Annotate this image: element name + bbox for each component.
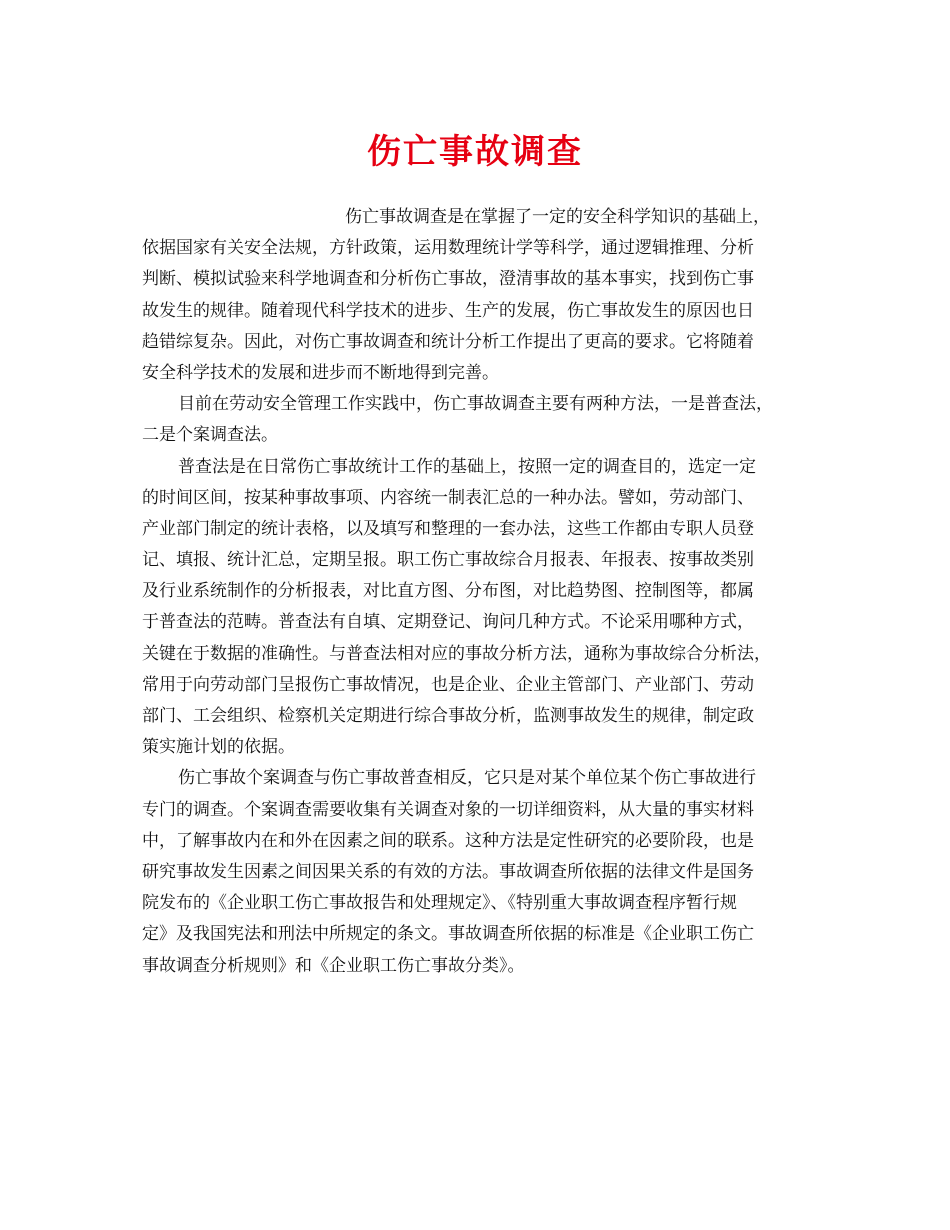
text-line: 于普查法的范畴。普查法有自填、定期登记、询问几种方式。不论采用哪种方式， — [142, 612, 754, 633]
text-line: 二是个案调查法。 — [142, 425, 278, 446]
text-line: 事故调查分析规则》和《企业职工伤亡事故分类》。 — [142, 955, 525, 976]
text-line: 伤亡事故调查是在掌握了一定的安全科学知识的基础上， — [345, 207, 770, 227]
text-line: 常用于向劳动部门呈报伤亡事故情况，也是企业、企业主管部门、产业部门、劳动 — [142, 674, 754, 695]
text-line: 产业部门制定的统计表格，以及填写和整理的一套办法，这些工作都由专职人员登 — [142, 518, 754, 539]
text-line: 专门的调查。个案调查需要收集有关调查对象的一切详细资料，从大量的事实材料 — [142, 799, 754, 820]
text-line: 故发生的规律。随着现代科学技术的进步、生产的发展，伤亡事故发生的原因也日 — [142, 300, 754, 321]
text-line: 目前在劳动安全管理工作实践中，伤亡事故调查主要有两种方法，一是普查法， — [178, 394, 773, 415]
paragraph — [142, 389, 822, 451]
text-line: 定》及我国宪法和刑法中所规定的条文。事故调查所依据的标准是《企业职工伤亡 — [142, 924, 754, 945]
text-line: 趋错综复杂。因此，对伤亡事故调查和统计分析工作提出了更高的要求。它将随着 — [142, 331, 754, 352]
document-body — [142, 202, 822, 982]
text-line: 伤亡事故个案调查与伤亡事故普查相反，它只是对某个单位某个伤亡事故进行 — [178, 768, 756, 789]
document-title: 伤亡事故调查 — [367, 132, 583, 172]
text-line: 及行业系统制作的分析报表，对比直方图、分布图，对比趋势图、控制图等，都属 — [142, 581, 754, 602]
text-line: 判断、模拟试验来科学地调查和分析伤亡事故，澄清事故的基本事实，找到伤亡事 — [142, 269, 754, 290]
paragraph — [142, 202, 822, 389]
text-line: 中，了解事故内在和外在因素之间的联系。这种方法是定性研究的必要阶段，也是 — [142, 830, 754, 851]
text-line: 院发布的《企业职工伤亡事故报告和处理规定》、《特别重大事故调查程序暂行规 — [142, 893, 737, 914]
text-line: 关键在于数据的准确性。与普查法相对应的事故分析方法，通称为事故综合分析法， — [142, 643, 771, 664]
text-line: 的时间区间，按某种事故事项、内容统一制表汇总的一种办法。譬如，劳动部门、 — [142, 487, 754, 508]
text-line: 依据国家有关安全法规，方针政策，运用数理统计学等科学，通过逻辑推理、分析 — [142, 238, 754, 259]
text-line: 普查法是在日常伤亡事故统计工作的基础上，按照一定的调查目的，选定一定 — [178, 456, 756, 477]
text-line: 记、填报、统计汇总，定期呈报。职工伤亡事故综合月报表、年报表、按事故类别 — [142, 550, 754, 571]
text-line: 研究事故发生因素之间因果关系的有效的方法。事故调查所依据的法律文件是国务 — [142, 861, 754, 882]
paragraph — [142, 452, 822, 764]
text-line: 策实施计划的依据。 — [142, 737, 295, 758]
text-line: 安全科学技术的发展和进步而不断地得到完善。 — [142, 362, 499, 383]
paragraph — [142, 763, 822, 981]
text-line: 部门、工会组织、检察机关定期进行综合事故分析，监测事故发生的规律，制定政 — [142, 706, 754, 726]
